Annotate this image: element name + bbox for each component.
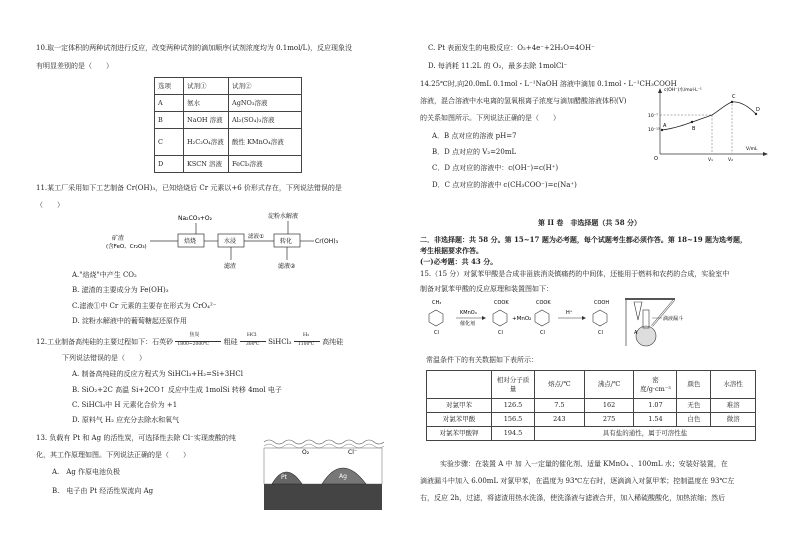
table-cell: 1.07 (634, 399, 677, 413)
q14-line1: 14.25℃时,向20.0mL 0.1mol・L⁻¹NaOH 溶液中滴加 0.1mol・L⁻¹CH₃COOH (420, 80, 677, 88)
graph-origin: O (654, 156, 658, 162)
table-cell: 243 (535, 413, 585, 427)
table-cell: NaOH 溶液 (184, 112, 229, 129)
q12-option-d: D. 原料气 H₂ 应充分去除水和氧气 (72, 416, 180, 424)
graph-point-a: A (663, 123, 667, 129)
graph-point-b: B (692, 126, 696, 132)
flow-reagent1: Na₂CO₃+O₂ (178, 215, 213, 222)
q11-flow-diagram (106, 210, 346, 272)
flow-filtrate: 滤液① (248, 234, 264, 240)
q11-option-d: D. 淀粉水解液中的葡萄糖起还原作用 (72, 317, 187, 325)
q15-exp1: 实验步骤：在装置 A 中 加 入一定量的催化剂、适量 KMnO₄ 、100mL 水；安装好装置，在 (440, 460, 728, 468)
q15-line2: 制备对氯苯甲酸的反应原理和装置图如下： (420, 285, 553, 293)
table-cell: 难溶 (711, 399, 756, 413)
plus-mno2: +MnO₂ (512, 316, 532, 322)
q12-mid1: 粗硅 (223, 338, 238, 346)
section-line1: 二．非选择题：共 58 分。第 15~17 题为必考题，每个试题考生都必须作答。第 18~19 题为选考题， (420, 235, 748, 244)
fig-ag-label: Ag (339, 473, 347, 480)
table-cell: 162 (584, 399, 634, 413)
section-line3: (一)必考题：共 43 分。 (420, 257, 498, 266)
left-column (36, 0, 394, 550)
table-cell: FeCl₃溶液 (229, 156, 302, 173)
fig-pt-label: Pt (281, 474, 287, 481)
graph-ylabel: c(OH⁻)水/mol·L⁻¹ (664, 88, 702, 93)
table-cell: 微溶 (711, 413, 756, 427)
flow-residue2: 滤液② (278, 263, 296, 270)
table-row (155, 78, 302, 95)
table-header-cell (427, 371, 492, 399)
q13-option-d: D. 每消耗 11.2L 的 O₂，最多去除 1molCl⁻ (428, 62, 568, 70)
flow-box2-label: 水浸 (224, 238, 237, 245)
activated-carbon-base (264, 484, 382, 510)
p2-top: COOH (594, 300, 610, 306)
q14-option-c: C．D 点对应的溶液中：c(OH⁻)=c(H⁺) (432, 164, 559, 172)
flow-ore-sub: (含FeO、Cr₂O₃) (106, 244, 147, 250)
q12-arrow2-top: HCl (246, 332, 257, 338)
table-cell: 酸性 KMnO₄溶液 (229, 129, 302, 156)
flow-reagent2: 淀粉水解液 (268, 213, 299, 220)
table-cell: H₂C₂O₄溶液 (184, 129, 229, 156)
q15-reaction-scheme (420, 296, 770, 348)
q12-arrow3-top: H₂ (302, 332, 310, 338)
table-header-cell: 水溶性 (711, 371, 756, 399)
table-header-cell: 沸点/℃ (584, 371, 634, 399)
graph-y2: 10⁻¹³ (648, 128, 660, 133)
q10-line1: 10.取一定体积的两种试剂进行反应，改变两种试剂的滴加顺序(试剂浓度均为 0.1mol/L)，反应现象没 (36, 44, 353, 52)
cond-top: KMnO₄ (460, 310, 477, 316)
graph-xlabel: V/mL (746, 147, 758, 152)
table-cell: 1.54 (634, 413, 677, 427)
table-row (427, 399, 756, 413)
q10-table (154, 77, 302, 173)
table-cell: AgNO₃溶液 (229, 95, 302, 112)
apparatus-label-funnel: 滴液漏斗 (663, 316, 684, 322)
graph-curve (662, 102, 756, 130)
q15-exp2: 滴液漏斗中加入 6.00mL 对氯甲苯，在温度为 93℃左右时，逐滴滴入对氯甲苯；控制温度在 93℃左 (420, 477, 735, 485)
table-cell: 7.5 (535, 399, 585, 413)
q11-line1: 11.某工厂采用如下工艺制备 Cr(OH)₃，已知焙烧后 Cr 元素以+6 价形式存在，下列说法错误的是 (36, 184, 342, 192)
section-line2: 考生根据要求作答。 (420, 246, 483, 255)
q13-option-b: B. 电子由 Pt 经活性炭流向 Ag (52, 487, 154, 495)
table-cell: 194.5 (492, 427, 535, 441)
q14-option-a: A．B 点对应的溶液 pH=7 (432, 132, 517, 140)
q13-option-a: A. Ag 作原电池负极 (52, 468, 121, 476)
q12-line1 (36, 332, 344, 347)
table-cell: 对氯甲苯 (427, 399, 492, 413)
flow-box1-label: 焙烧 (184, 238, 197, 245)
graph-y1: 10⁻⁷ (648, 114, 658, 119)
table-cell: KSCN 溶液 (184, 156, 229, 173)
table-header-cell: 相对分子质量 (492, 371, 535, 399)
q11-option-c: C.滤液①中 Cr 元素的主要存在形式为 CrO₄²⁻ (72, 302, 217, 310)
table-cell: C (155, 129, 184, 156)
q13-figure (262, 432, 384, 512)
q12-lead: 12.工业制备高纯硅的主要过程如下：石英砂 (36, 338, 174, 346)
table-header-cell: 熔点/℃ (535, 371, 585, 399)
q12-arrow1-top: 焦炭 (189, 332, 200, 338)
graph-point-d: D (756, 107, 760, 113)
flow-product: Cr(OH)₃ (315, 238, 338, 245)
q15-table-title: 常温条件下的有关数据如下表所示： (426, 356, 538, 364)
q12-mid2: SiHCl₃ (268, 338, 292, 346)
q12-arrow2 (240, 332, 266, 347)
table-cell: 对氯苯甲酸钾 (427, 427, 492, 441)
q14-line2: 溶液，混合溶液中水电离的氢氧根离子浓度与滴加醋酸溶液体积(V) (420, 97, 627, 105)
table-cell: 白色 (677, 413, 711, 427)
p1b-bot: Cl (540, 330, 545, 336)
q11-option-b: B. 滤渣的主要成分为 Fe(OH)₃ (72, 286, 169, 294)
q12-arrow3 (294, 332, 320, 347)
table-row (427, 427, 756, 441)
q11-line2: （ ） (36, 201, 64, 209)
table-header-cell: 颜色 (677, 371, 711, 399)
graph-v1: V₁ (708, 158, 713, 163)
q12-option-b: B. SiO₂+2C 高温 Si+2CO↑ 反应中生成 1molSi 转移 4mol 电子 (72, 386, 282, 394)
table-row (155, 129, 302, 156)
q13-line2: 化，其工作原理如图。下列说法正确的是（ ） (36, 451, 190, 459)
table-cell: 275 (584, 413, 634, 427)
r1-top: CH₃ (432, 300, 442, 306)
q12-arrow1 (175, 332, 221, 347)
table-cell: D (155, 156, 184, 173)
section-title: 第 II 卷 非选择题（共 58 分） (538, 218, 642, 227)
apparatus-icon (625, 298, 675, 346)
cond2: H⁺ (566, 310, 573, 316)
apparatus-label-a: A (634, 330, 638, 336)
table-cell: 氨水 (184, 95, 229, 112)
table-cell: 选项 (155, 78, 184, 95)
p1-top: COOK (494, 300, 509, 306)
table-cell: 156.5 (492, 413, 535, 427)
q12-arrow3-bot: 1100℃ (297, 342, 315, 347)
table-header-cell: 密度/g·cm⁻³ (634, 371, 677, 399)
q15-line1: 15.（15 分）对氯苯甲酸是合成非甾族消炎镇痛药的中间体，还能用于燃料和农药的合成，实验室中 (420, 270, 730, 278)
q15-data-table (426, 370, 756, 441)
q11-option-a: A."焙烧"中产生 CO₂ (72, 271, 137, 279)
p1b-top: COOK (536, 300, 551, 306)
flow-residue1: 滤渣 (224, 263, 237, 270)
table-row (155, 156, 302, 173)
q14-line3: 的关系如图所示。下列说法正确的是（ ） (420, 114, 560, 122)
flow-ore: 矿渣 (112, 235, 125, 242)
table-cell: Al₂(SO₄)₃溶液 (229, 112, 302, 129)
table-cell: 126.5 (492, 399, 535, 413)
table-cell: 具有盐的通性，属于可溶性盐 (535, 427, 756, 441)
table-cell: 试剂② (229, 78, 302, 95)
q12-option-c: C. SiHCl₃中 H 元素化合价为 +1 (72, 401, 178, 409)
q12-line2: 下列说法错误的是（ ） (62, 354, 146, 362)
q12-arrow1-bot: 1800~2000℃ (177, 342, 210, 347)
q14-option-b: B．D 点对应的 V₂=20mL (432, 148, 517, 156)
table-cell: 对氯苯甲酸 (427, 413, 492, 427)
q13-option-c: C. Pt 表面发生的电极反应：O₂+4e⁻+2H₂O=4OH⁻ (428, 44, 595, 52)
table-cell: B (155, 112, 184, 129)
p1-bot: Cl (498, 330, 503, 336)
q15-exp3: 右，反应 2h，过滤，将滤渣用热水洗涤，使洗涤液与滤液合并，加入稀硫酸酸化，加热浓缩；然后 (420, 494, 726, 502)
pt-particle (272, 472, 302, 484)
graph-v2: V₂ (728, 158, 733, 163)
right-column (420, 0, 770, 550)
q13-line1: 13. 负载有 Pt 和 Ag 的活性炭，可选择性去除 Cl⁻实现废酸的纯 (36, 434, 236, 442)
flow-box3-label: 转化 (280, 238, 293, 245)
table-row (427, 413, 756, 427)
table-row (155, 112, 302, 129)
q12-end: 高纯硅 (322, 338, 344, 346)
table-cell: A (155, 95, 184, 112)
table-cell: 试剂① (184, 78, 229, 95)
q14-option-d: D．C 点对应的溶液中 c(CH₃COO⁻)=c(Na⁺) (432, 181, 577, 189)
graph-point-c: C (732, 94, 736, 100)
p2-bot: Cl (598, 330, 603, 336)
fig-o2-label: O₂ (302, 449, 310, 456)
r1-bot: Cl (434, 330, 439, 336)
fig-cl-label: Cl⁻ (348, 449, 358, 456)
q12-option-a: A. 制备高纯硅的反应方程式为 SiHCl₃+H₂=Si+3HCl (72, 370, 243, 378)
table-cell: 无色 (677, 399, 711, 413)
table-header-row (427, 371, 756, 399)
q10-line2: 有明显差别的是（ ） (36, 62, 113, 70)
table-row (155, 95, 302, 112)
q12-arrow2-bot: 300℃ (245, 342, 260, 347)
cond-bot: 催化剂 (460, 321, 476, 327)
q14-graph (648, 84, 770, 163)
